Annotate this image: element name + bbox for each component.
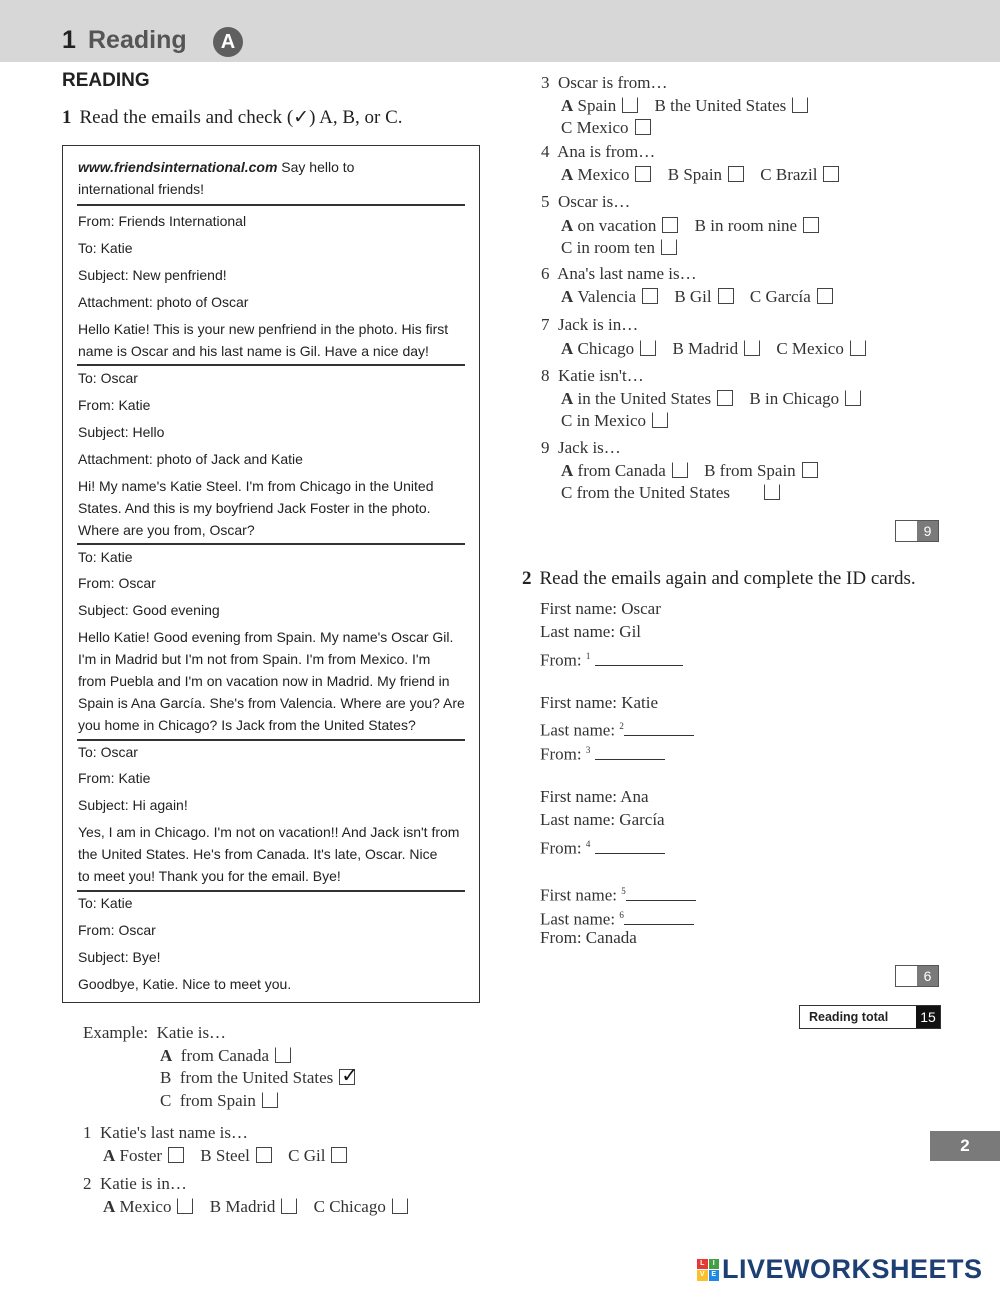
q9-checkbox-a[interactable] <box>672 462 688 478</box>
email-3-body: from Puebla and I'm on vacation now in Madrid. My friend in <box>78 673 450 689</box>
email-2-attachment: Attachment: photo of Jack and Katie <box>78 451 303 467</box>
email-3-body: Spain is Ana García. She's from Valencia. Where are you? Are <box>78 695 465 711</box>
q2-checkbox-c[interactable] <box>392 1198 408 1214</box>
example-checkbox-b[interactable] <box>339 1063 359 1087</box>
score-input[interactable] <box>896 521 917 541</box>
site-header <box>78 156 468 178</box>
brand-logo <box>697 1254 983 1285</box>
score-input[interactable] <box>896 966 917 986</box>
question-3-option-c: C Mexico <box>561 117 663 139</box>
site-url: www.friendsinternational.com <box>78 159 278 175</box>
card-4-from: From: Canada <box>540 928 637 947</box>
email-3-from: From: Oscar <box>78 575 156 591</box>
email-separator <box>77 543 465 545</box>
q8-checkbox-b[interactable] <box>845 390 861 406</box>
email-4-to: To: Oscar <box>78 744 138 760</box>
exercise-1-title <box>62 106 403 129</box>
answer-blank-5[interactable] <box>626 886 696 901</box>
example-prefix: Example: <box>83 1023 149 1042</box>
q1-checkbox-a[interactable] <box>168 1147 184 1163</box>
email-2-body: Hi! My name's Katie Steel. I'm from Chicago in the United <box>78 478 434 494</box>
question-6-stem: 6 Ana's last name is… <box>541 264 697 283</box>
q7-checkbox-c[interactable] <box>850 340 866 356</box>
email-1-from: From: Friends International <box>78 213 247 229</box>
question-8-option-c: C in Mexico <box>561 410 680 432</box>
question-5-options-ab: A on vacation B in room nine <box>561 215 831 237</box>
email-3-subject: Subject: Good evening <box>78 602 220 618</box>
email-1-attachment: Attachment: photo of Oscar <box>78 294 249 310</box>
email-3-body: Hello Katie! Good evening from Spain. My name's Oscar Gil. <box>78 629 454 645</box>
card-2-from: From: $^3$ <box>540 739 665 766</box>
email-2-body: Where are you from, Oscar? <box>78 522 255 538</box>
q2-checkbox-a[interactable] <box>177 1198 193 1214</box>
score-max: 6 <box>917 966 938 986</box>
email-separator <box>77 204 465 206</box>
check-mark-icon: ✓ <box>341 1063 359 1087</box>
exercise-2-instruction: Read the emails again and complete the ID cards. <box>539 568 916 589</box>
email-4-body: the United States. He's from Canada. It's late, Oscar. Nice <box>78 846 438 862</box>
example-option-c: C from Spain <box>160 1090 290 1112</box>
email-3-body: you home in Chicago? Is Jack from the United States? <box>78 717 416 733</box>
email-5-body: Goodbye, Katie. Nice to meet you. <box>78 976 292 992</box>
score-box-exercise-1 <box>895 520 939 542</box>
example-stem-text: Katie is… <box>156 1023 227 1042</box>
section-heading: READING <box>62 70 150 91</box>
question-3-options-ab: A Spain B the United States <box>561 95 820 117</box>
page-number: 2 <box>930 1131 1000 1161</box>
email-2-from: From: Katie <box>78 397 151 413</box>
unit-number: 1 <box>62 26 76 54</box>
question-3-stem: 3 Oscar is from… <box>541 73 668 92</box>
email-5-to: To: Katie <box>78 895 133 911</box>
question-7-options: A Chicago B Madrid C Mexico <box>561 338 878 360</box>
q7-checkbox-b[interactable] <box>744 340 760 356</box>
q5-checkbox-c[interactable] <box>661 239 677 255</box>
card-3-first-name: First name: Ana <box>540 787 649 806</box>
question-1-stem: 1 Katie's last name is… <box>83 1123 249 1142</box>
exercise-2-title <box>522 568 916 590</box>
q3-checkbox-c[interactable] <box>635 119 651 135</box>
email-5-subject: Subject: Bye! <box>78 949 161 965</box>
email-4-from: From: Katie <box>78 770 151 786</box>
card-2-first-name: First name: Katie <box>540 693 659 712</box>
score-box-exercise-2 <box>895 965 939 987</box>
q7-checkbox-a[interactable] <box>640 340 656 356</box>
exercise-1-instruction: Read the emails and check (✓) A, B, or C. <box>79 107 403 128</box>
email-2-body: States. And this is my boyfriend Jack Foster in the photo. <box>78 500 431 516</box>
question-4-options: A Mexico B Spain C Brazil <box>561 164 851 186</box>
question-4-stem: 4 Ana is from… <box>541 142 656 161</box>
q8-checkbox-a[interactable] <box>717 390 733 406</box>
answer-blank-6[interactable] <box>624 910 694 925</box>
answer-blank-4[interactable] <box>595 839 665 854</box>
site-tagline: Say hello to <box>281 159 355 175</box>
q5-checkbox-a[interactable] <box>662 217 678 233</box>
example-option-a: A from Canada <box>160 1045 303 1067</box>
q4-checkbox-a[interactable] <box>635 166 651 182</box>
q6-checkbox-b[interactable] <box>718 288 734 304</box>
answer-blank-3[interactable] <box>595 745 665 760</box>
question-2-options: A Mexico B Madrid C Chicago <box>103 1196 420 1218</box>
level-badge: A <box>213 27 243 57</box>
email-5-from: From: Oscar <box>78 922 156 938</box>
card-3-from: From: $^4$ <box>540 833 665 860</box>
card-1-from: From: $^1$ <box>540 645 683 672</box>
q8-checkbox-c[interactable] <box>652 412 668 428</box>
exercise-1-number: 1 <box>62 107 72 128</box>
answer-blank-1[interactable] <box>595 651 683 666</box>
q1-checkbox-b[interactable] <box>256 1147 272 1163</box>
card-4-first-name: First name: $^5$ <box>540 880 696 907</box>
q3-checkbox-a[interactable] <box>622 97 638 113</box>
question-9-option-c: C from the United States <box>561 482 792 504</box>
question-6-options: A Valencia B Gil C García <box>561 286 845 308</box>
reading-total-value: 15 <box>916 1006 940 1028</box>
liveworksheets-logo-icon: L I V E <box>697 1259 719 1281</box>
site-tagline-2: international friends! <box>78 181 205 197</box>
exercise-2-number: 2 <box>522 568 532 589</box>
example-stem <box>83 1022 226 1044</box>
question-2-stem: 2 Katie is in… <box>83 1174 187 1193</box>
answer-blank-2[interactable] <box>624 721 694 736</box>
reading-total-label: Reading total <box>809 1010 889 1024</box>
email-1-body: name is Oscar and his last name is Gil. Have a nice day! <box>78 343 429 359</box>
q5-checkbox-b[interactable] <box>803 217 819 233</box>
question-8-stem: 8 Katie isn't… <box>541 366 644 385</box>
card-4-last-name: Last name: $^6$ <box>540 904 694 931</box>
question-5-option-c: C in room ten <box>561 237 689 259</box>
email-3-body: I'm in Madrid but I'm not from Spain. I'm from Mexico. I'm <box>78 651 431 667</box>
question-5-stem: 5 Oscar is… <box>541 192 631 211</box>
unit-title: Reading <box>88 26 187 54</box>
email-4-body: to meet you! Thank you for the email. Bye! <box>78 868 341 884</box>
email-2-to: To: Oscar <box>78 370 138 386</box>
reading-total-box <box>799 1005 941 1029</box>
card-2-last-name: Last name: $^2$ <box>540 715 694 742</box>
card-3-last-name: Last name: García <box>540 810 665 829</box>
email-1-subject: Subject: New penfriend! <box>78 267 227 283</box>
q6-checkbox-c[interactable] <box>817 288 833 304</box>
q4-checkbox-b[interactable] <box>728 166 744 182</box>
q6-checkbox-a[interactable] <box>642 288 658 304</box>
email-1-to: To: Katie <box>78 240 133 256</box>
email-box <box>62 145 480 1003</box>
question-8-options-ab: A in the United States B in Chicago <box>561 388 873 410</box>
question-9-options-ab: A from Canada B from Spain <box>561 460 830 482</box>
email-separator <box>77 364 465 366</box>
q4-checkbox-c[interactable] <box>823 166 839 182</box>
q2-checkbox-b[interactable] <box>281 1198 297 1214</box>
example-option-b: B from the United States ✓ <box>160 1063 359 1087</box>
question-1-options: A Foster B Steel C Gil <box>103 1145 359 1167</box>
q9-checkbox-b[interactable] <box>802 462 818 478</box>
score-max: 9 <box>917 521 938 541</box>
email-2-subject: Subject: Hello <box>78 424 165 440</box>
email-4-subject: Subject: Hi again! <box>78 797 188 813</box>
email-1-body: Hello Katie! This is your new penfriend in the photo. His first <box>78 321 449 337</box>
q9-checkbox-c[interactable] <box>764 484 780 500</box>
card-1-last-name: Last name: Gil <box>540 622 642 641</box>
email-3-to: To: Katie <box>78 549 133 565</box>
example-checkbox-c[interactable] <box>262 1092 278 1108</box>
q3-checkbox-b[interactable] <box>792 97 808 113</box>
card-1-first-name: First name: Oscar <box>540 599 661 618</box>
q1-checkbox-c[interactable] <box>331 1147 347 1163</box>
email-4-body: Yes, I am in Chicago. I'm not on vacation!! And Jack isn't from <box>78 824 460 840</box>
example-checkbox-a[interactable] <box>275 1047 291 1063</box>
brand-name: LIVEWORKSHEETS <box>722 1254 983 1284</box>
question-9-stem: 9 Jack is… <box>541 438 621 457</box>
question-7-stem: 7 Jack is in… <box>541 315 639 334</box>
